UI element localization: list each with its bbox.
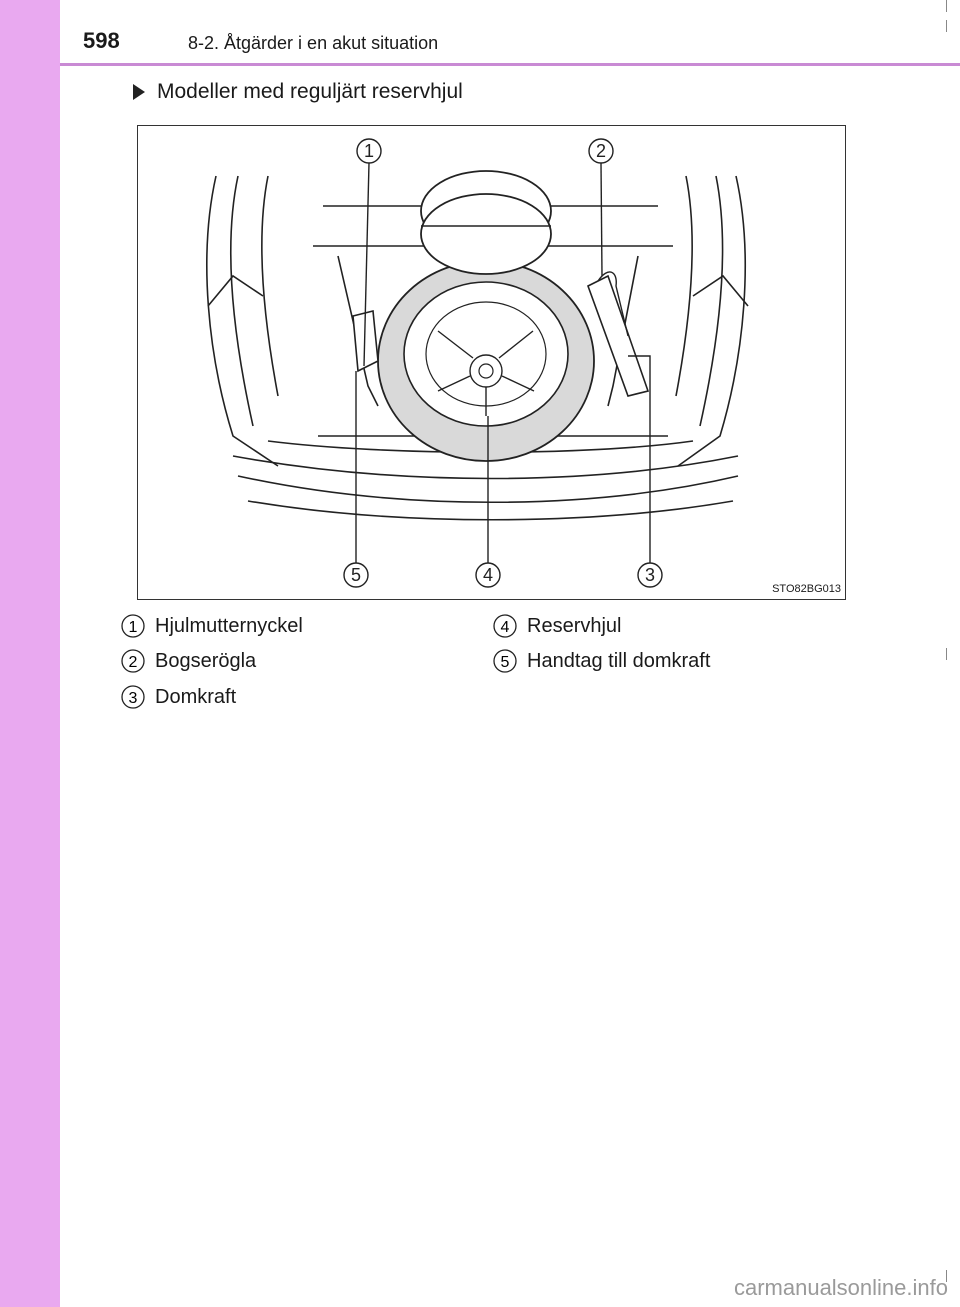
section-title: 8-2. Åtgärder i en akut situation <box>188 33 439 53</box>
number-badge-icon <box>493 649 517 673</box>
trunk-illustration <box>137 125 846 600</box>
crop-mark <box>946 648 947 660</box>
number-badge-icon <box>121 685 145 709</box>
callout-2: 2 <box>595 141 607 161</box>
legend-label: Domkraft <box>155 685 237 708</box>
leader-2 <box>601 163 602 276</box>
legend-item-4 <box>493 614 621 638</box>
legend-label: Hjulmutternyckel <box>155 614 303 637</box>
side-band <box>0 0 60 1307</box>
legend-label: Handtag till domkraft <box>527 649 711 672</box>
trunk-drawing <box>138 126 845 599</box>
right-inner-outline <box>700 176 723 426</box>
svg-text:1: 1 <box>128 619 138 636</box>
page-number: 598 <box>83 28 120 53</box>
subheading-text: Modeller med reguljärt reservhjul <box>157 80 463 103</box>
wheel-hub <box>470 355 502 387</box>
legend-item-5 <box>493 649 710 673</box>
number-badge-icon <box>493 614 517 638</box>
callout-1: 1 <box>363 141 375 161</box>
legend-item-3 <box>121 685 236 709</box>
number-badge-icon <box>121 614 145 638</box>
left-pillar <box>262 176 278 396</box>
svg-text:2: 2 <box>128 654 138 671</box>
legend-item-1 <box>121 614 303 638</box>
left-inner-outline <box>231 176 253 426</box>
legend-item-2 <box>121 649 256 673</box>
header-rule <box>60 63 960 66</box>
figure-code: STO82BG013 <box>772 583 841 595</box>
callout-4: 4 <box>482 565 494 585</box>
watermark: carmanualsonline.info <box>733 1275 948 1300</box>
number-badge-icon <box>121 649 145 673</box>
legend-label: Bogserögla <box>155 649 257 672</box>
crop-mark <box>946 0 947 12</box>
callout-3: 3 <box>644 565 656 585</box>
svg-text:3: 3 <box>128 690 138 707</box>
subheading <box>133 80 463 104</box>
crop-mark <box>946 20 947 32</box>
left-body-outline <box>207 176 278 466</box>
legend-label: Reservhjul <box>527 614 622 637</box>
triangle-bullet-icon <box>133 84 145 100</box>
right-pillar <box>676 176 692 396</box>
svg-text:4: 4 <box>500 619 510 636</box>
svg-text:5: 5 <box>500 654 510 671</box>
callout-5: 5 <box>350 565 362 585</box>
